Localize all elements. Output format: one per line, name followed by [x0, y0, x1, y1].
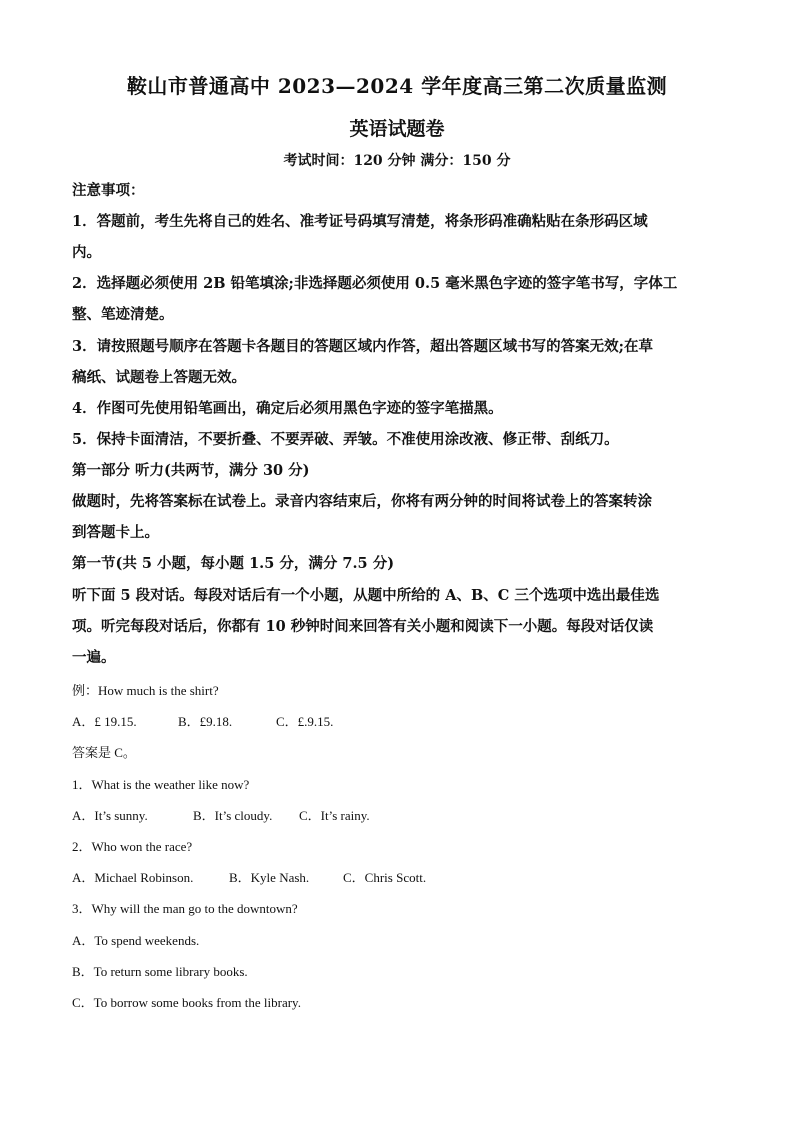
example-option-b: B．£9.18.: [178, 714, 233, 729]
exam-info: 考试时间：120 分钟 满分：150 分: [283, 153, 511, 169]
part1-instruction-line-2: 到答题卡上。: [72, 524, 159, 541]
section1-instruction-line-3: 一遍。: [72, 649, 116, 666]
question-1: 1．What is the weather like now?: [72, 777, 250, 792]
question-2-option-b: B．Kyle Nash.: [229, 870, 310, 885]
part1-instruction-line-1: 做题时，先将答案标在试卷上。录音内容结束后，你将有两分钟的时间将试卷上的答案转涂: [72, 493, 652, 510]
example-question: 例：How much is the shirt?: [72, 683, 219, 698]
notice-item-2-line-2: 整、笔迹清楚。: [72, 306, 174, 323]
notice-item-2-line-1: 2．选择题必须使用 2B 铅笔填涂;非选择题必须使用 0.5 毫米黑色字迹的签字笔书写，字体工: [72, 275, 678, 292]
section1-heading: 第一节(共 5 小题，每小题 1.5 分，满分 7.5 分): [72, 555, 395, 572]
notice-item-3-line-2: 稿纸、试题卷上答题无效。: [72, 369, 246, 386]
question-2-option-a: A．Michael Robinson.: [72, 870, 194, 885]
example-options: [72, 713, 732, 731]
notice-item-1-line-2: 内。: [72, 244, 101, 261]
section1-instruction-line-2: 项。听完每段对话后，你都有 10 秒钟时间来回答有关小题和阅读下一小题。每段对话仅读: [72, 618, 654, 635]
question-2-option-c: C．Chris Scott.: [343, 870, 427, 885]
question-3-option-b: B．To return some library books.: [72, 964, 248, 979]
question-1-options: [72, 807, 732, 825]
part1-heading: 第一部分 听力(共两节，满分 30 分): [72, 462, 310, 479]
example-option-a: A．£ 19.15.: [72, 714, 137, 729]
notice-item-4: 4．作图可先使用铅笔画出，确定后必须用黑色字迹的签字笔描黑。: [72, 400, 503, 417]
question-1-option-a: A．It’s sunny.: [72, 808, 148, 823]
question-3: 3．Why will the man go to the downtown?: [72, 901, 298, 916]
exam-title: 鞍山市普通高中 2023—2024 学年度高三第二次质量监测: [126, 74, 668, 98]
example-answer: 答案是 C。: [72, 745, 136, 760]
question-2-options: [72, 869, 732, 887]
notice-item-5: 5．保持卡面清洁，不要折叠、不要弄破、弄皱。不准使用涂改液、修正带、刮纸刀。: [72, 431, 619, 448]
exam-subtitle: 英语试题卷: [349, 118, 445, 140]
question-1-option-c: C．It’s rainy.: [299, 808, 370, 823]
notice-item-3-line-1: 3．请按照题号顺序在答题卡各题目的答题区域内作答，超出答题区域书写的答案无效;在草: [72, 338, 653, 355]
question-2: 2．Who won the race?: [72, 839, 193, 854]
question-3-option-a: A．To spend weekends.: [72, 933, 200, 948]
notice-item-1-line-1: 1．答题前，考生先将自己的姓名、准考证号码填写清楚，将条形码准确粘贴在条形码区域: [72, 213, 648, 230]
question-1-option-b: B．It’s cloudy.: [193, 808, 273, 823]
question-3-option-c: C．To borrow some books from the library.: [72, 995, 301, 1010]
section1-instruction-line-1: 听下面 5 段对话。每段对话后有一个小题，从题中所给的 A、B、C 三个选项中选出最佳选: [72, 587, 660, 604]
notice-heading: 注意事项：: [72, 182, 145, 199]
example-option-c: C．£.9.15.: [276, 714, 334, 729]
